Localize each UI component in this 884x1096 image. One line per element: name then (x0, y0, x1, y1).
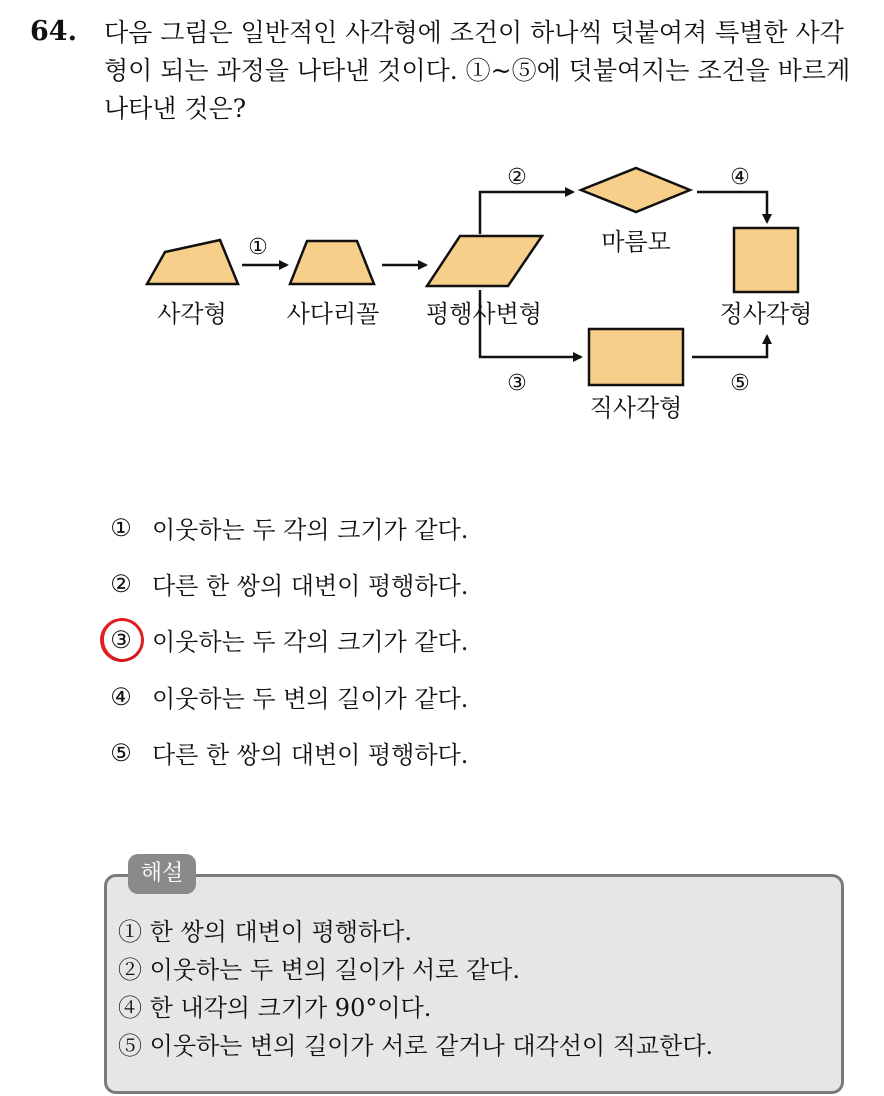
arrow-step-5 (692, 336, 767, 357)
question-number: 64. (30, 16, 77, 47)
step-label-4: ④ (730, 165, 750, 190)
choice-4[interactable] (108, 679, 468, 714)
square-label: 정사각형 (719, 300, 813, 328)
quadrilateral-label: 사각형 (157, 300, 227, 328)
choice-text: 다른 한 쌍의 대변이 평행하다. (152, 741, 469, 769)
parallelogram-shape (427, 236, 542, 286)
trapezoid-shape (290, 241, 374, 284)
choice-1[interactable] (108, 510, 468, 545)
choice-mark: ① (110, 513, 132, 542)
solution-line: ⑤ 이웃하는 변의 길이가 서로 같거나 대각선이 직교한다. (118, 1032, 714, 1060)
step-label-1: ① (248, 235, 268, 260)
choice-2[interactable] (108, 566, 468, 601)
solution-line: ① 한 쌍의 대변이 평행하다. (118, 918, 412, 946)
question-text (104, 14, 864, 128)
quadrilateral-flow-diagram (0, 150, 884, 430)
question-line: 나타낸 것은? (104, 94, 247, 123)
choice-text: 이웃하는 두 각의 크기가 같다. (152, 628, 469, 656)
arrow-step-2 (480, 192, 573, 234)
question-line: 형이 되는 과정을 나타낸 것이다. ①~⑤에 덧붙여지는 조건을 바르게 (104, 56, 851, 85)
step-label-5: ⑤ (730, 371, 750, 396)
quadrilateral-shape (147, 240, 238, 284)
solution-line: ② 이웃하는 두 변의 길이가 서로 같다. (118, 956, 520, 984)
step-label-3: ③ (507, 371, 527, 396)
parallelogram-label: 평행사변형 (426, 300, 542, 328)
choice-mark: ③ (110, 625, 132, 654)
solution-tag: 해설 (128, 854, 196, 894)
choice-mark: ⑤ (110, 738, 132, 767)
choice-5[interactable] (108, 735, 468, 770)
rectangle-shape (589, 329, 683, 385)
question-line: 다음 그림은 일반적인 사각형에 조건이 하나씩 덧붙여져 특별한 사각 (104, 18, 844, 47)
rhombus-label: 마름모 (601, 228, 671, 256)
choice-mark: ④ (110, 682, 132, 711)
choice-3[interactable] (108, 622, 468, 657)
solution-line: ④ 한 내각의 크기가 90°이다. (118, 994, 432, 1022)
choice-text: 이웃하는 두 각의 크기가 같다. (152, 516, 469, 544)
square-shape (734, 228, 798, 292)
choice-mark: ② (110, 569, 132, 598)
choice-text: 다른 한 쌍의 대변이 평행하다. (152, 572, 469, 600)
rhombus-shape (581, 168, 690, 212)
choice-text: 이웃하는 두 변의 길이가 같다. (152, 685, 469, 713)
rectangle-label: 직사각형 (589, 394, 683, 422)
step-label-2: ② (507, 165, 527, 190)
trapezoid-label: 사다리꼴 (286, 300, 380, 328)
arrow-step-4 (697, 192, 767, 222)
